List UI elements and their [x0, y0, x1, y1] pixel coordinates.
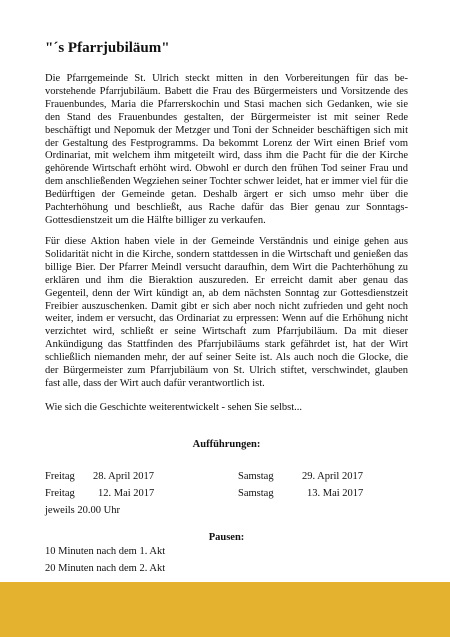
performance-time: jeweils 20.00 Uhr — [45, 505, 120, 516]
play-title: "´s Pfarrjubiläum" — [45, 40, 170, 56]
performance-4-day: Samstag — [238, 488, 274, 499]
performance-4-date: 13. Mai 2017 — [307, 488, 364, 499]
performance-1-day: Freitag — [45, 471, 75, 482]
performance-3-day: Freitag — [45, 488, 75, 499]
pauses-heading: Pausen: — [208, 532, 245, 543]
pause-item-1: 10 Minuten nach dem 1. Akt — [45, 546, 166, 557]
synopsis-closing-line: Wie sich die Geschichte weiterentwickelt - sehen Sie selbst... — [45, 402, 303, 413]
footer-gold-bar — [0, 582, 450, 637]
synopsis-paragraph-1: Die Pfarrgemeinde St. Ulrich steckt mitten in den Vorbereitungen für das bevorstehende Pfarrjubiläum. Babett die Frau des Bürgermeisters und Vorsitzende des Frauenbundes, Maria die Pfarrerskochin und Stasi machen sich Gedanken, wie sie den Stand des Frauenbundes gestalten, der Bürgermeister ist mit seiner Rede beschäftigt und Nepomuk der Metzger und Toni der Schneider beschäftigen sich mit der Gestaltung des Festprogramms. Da bekommt Lorenz der Wirt einen Brief vom Ordinariat, mit welchem ihm mitgeteilt wird, dass ihm die Pacht für die der Kirche gehörende Wirtschaft erhöht wird. Obwohl er durch den frühen Tod seiner Frau und dem anschließenden Wegziehen seiner Tochter schwer leidet, hat er immer viel für die Bedürftigen der Gemeinde getan. Deshalb ärgert er sich umso mehr über die Pachterhöhung und beschließt, aus Rache dafür das Bier genau zur Sonntags-Gottesdienstzeit um die Hälfte billiger zu verkaufen. — [45, 73, 408, 226]
performances-heading: Aufführungen: — [192, 439, 261, 450]
performance-2-date: 29. April 2017 — [302, 471, 363, 482]
performance-3-date: 12. Mai 2017 — [98, 488, 155, 499]
synopsis-paragraph-2: Für diese Aktion haben viele in der Gemeinde Verständnis und einige gehen aus Solidarität nicht in die Kirche, sondern stattdessen in die Wirtschaft und genießen das billige Bier. Der Pfarrer Meindl versucht daraufhin, dem Wirt die Pachterhöhung zu erklären und ihm die Bieraktion auszureden. Er erreicht damit aber genau das Gegenteil, denn der Wirt kündigt an, ab dem nächsten Sonntag zur Gottesdienstzeit Freibier auszuschenken. Damit gibt er sich aber noch nicht zufrieden und geht noch weiter, indem er versucht, das Ordinariat zu erpressen: Wenn auf die Erhöhung nicht verzichtet wird, schließt er seine Wirtschaft zum Pfarrjubiläum. Da mit dieser Ankündigung das Stattfinden des Pfarrjubiläums stark gefährdet ist, hat der Wirt schließlich niemanden mehr, der auf seiner Seite ist. Als auch noch die Glocke, die der Bürgermeister zum Pfarrjubiläum von St. Ulrich stiftet, verschwindet, glauben fast alle, dass der Wirt auch dafür verantwortlich ist. — [45, 236, 408, 389]
pause-item-2: 20 Minuten nach dem 2. Akt — [45, 563, 166, 574]
performance-1-date: 28. April 2017 — [93, 471, 154, 482]
performance-2-day: Samstag — [238, 471, 274, 482]
